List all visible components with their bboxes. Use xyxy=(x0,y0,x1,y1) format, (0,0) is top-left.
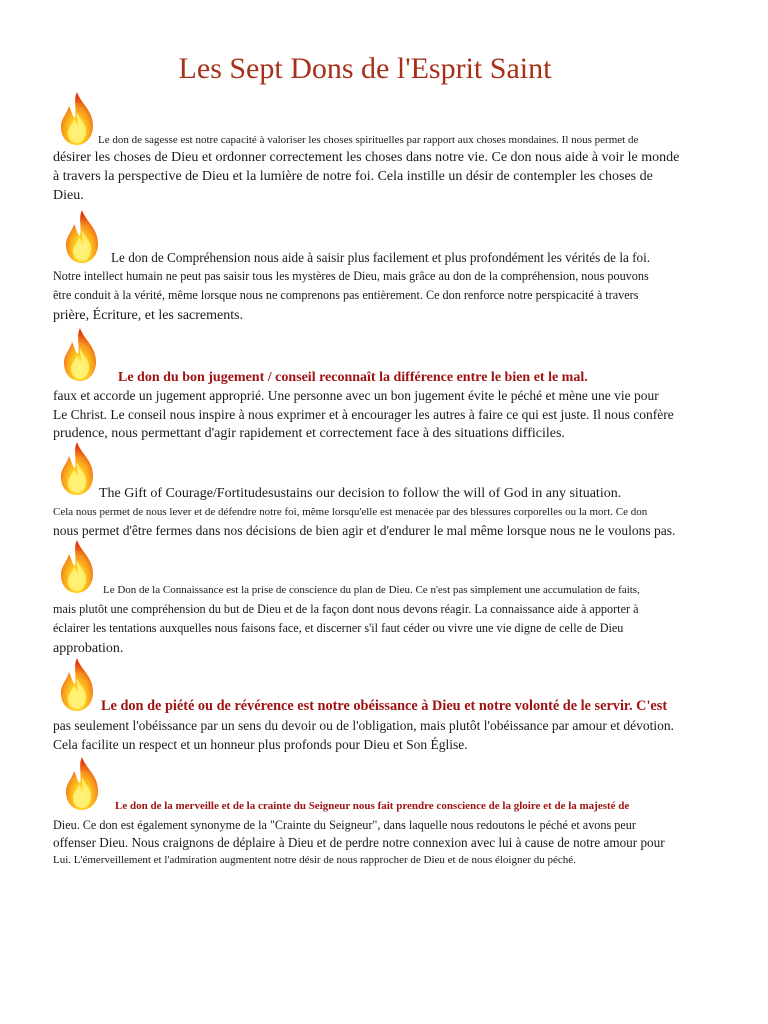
gift-line: mais plutôt une compréhension du but de Dieu et de la façon dont nous devons réagir. La connaissance aide à apporter à xyxy=(53,602,639,616)
gift-line: faux et accorde un jugement approprié. Une personne avec un bon jugement évite le péché et mène une vie pour xyxy=(53,388,659,403)
gift-line: désirer les choses de Dieu et ordonner correctement les choses dans notre vie. Ce don nous aide à voir le monde xyxy=(53,150,680,165)
gift-paragraph-counsel xyxy=(53,368,733,443)
gift-line: prière, Écriture, et les sacrements. xyxy=(53,308,244,323)
gift-line: pas seulement l'obéissance par un sens du devoir ou de l'obligation, mais plutôt l'obéissance par amour et dévotion. xyxy=(53,718,675,733)
gift-line: Lui. L'émerveillement et l'admiration augmentent notre désir de nous rapprocher de Dieu et de nous éloigner du péché. xyxy=(53,854,576,866)
gift-line: éclairer les tentations auxquelles nous faisons face, et discerner s'il faut céder ou vivre une vie digne de celle de Dieu xyxy=(53,621,624,635)
gift-paragraph-knowledge xyxy=(53,581,733,659)
gift-line: Le don de sagesse est notre capacité à valoriser les choses spirituelles par rapport aux choses mondaines. Il nous permet de xyxy=(98,134,639,146)
gift-paragraph-fortitude xyxy=(53,485,733,541)
gift-line: nous permet d'être fermes dans nos décisions de bien agir et d'endurer le mal même lorsque nous ne le voulons pas. xyxy=(53,523,676,538)
gift-paragraph-piety xyxy=(53,697,733,754)
gift-line: être conduit à la vérité, même lorsque nous ne comprenons pas entièrement. Ce don renforce notre perspicacité à travers xyxy=(53,288,639,302)
gift-paragraph-understanding xyxy=(53,248,733,326)
gift-line: offenser Dieu. Nous craignons de déplaire à Dieu et de perdre notre connexion avec lui à cause de notre amour pour xyxy=(53,835,665,850)
gift-line: Le Christ. Le conseil nous inspire à nous exprimer et à encourager les autres à faire ce qui est juste. Il nous confère xyxy=(53,407,674,422)
gift-line: prudence, nous permettant d'agir rapidement et correctement face à des situations difficiles. xyxy=(53,426,565,441)
gift-line: approbation. xyxy=(53,641,124,656)
page-title: Les Sept Dons de l'Esprit Saint xyxy=(178,52,552,85)
gift-paragraph-wisdom xyxy=(53,132,733,205)
gift-line: The Gift of Courage/Fortitudesustains our decision to follow the will of God in any situation. xyxy=(99,486,622,501)
gift-line: Dieu. Ce don est également synonyme de la "Crainte du Seigneur", dans laquelle nous redoutons le péché et avons peur xyxy=(53,818,636,832)
gift-line: Cela facilite un respect et un honneur plus profonds pour Dieu et Son Église. xyxy=(53,737,468,752)
gift-line: Le Don de la Connaissance est la prise de conscience du plan de Dieu. Ce n'est pas simplement une accumulation de faits, xyxy=(103,584,640,596)
gift-heading: Le don de la merveille et de la crainte du Seigneur nous fait prendre conscience de la gloire et de la majesté de xyxy=(115,800,630,812)
gift-heading: Le don de piété ou de révérence est notre obéissance à Dieu et notre volonté de le servir. C'est xyxy=(101,698,668,714)
gift-line: Notre intellect humain ne peut pas saisir tous les mystères de Dieu, mais grâce au don de la compréhension, nous pouvons xyxy=(53,269,649,283)
gift-line: à travers la perspective de Dieu et la lumière de notre foi. Cela instille un désir de contempler les choses de xyxy=(53,169,653,184)
gift-heading: Le don du bon jugement / conseil reconnaît la différence entre le bien et le mal. xyxy=(118,370,588,385)
gift-line: Cela nous permet de nous lever et de défendre notre foi, même lorsqu'elle est menacée par des blessures corporelles ou la mort. Ce don xyxy=(53,506,648,518)
gift-paragraph-fear-of-the-lord xyxy=(53,796,733,868)
gift-line: Dieu. xyxy=(53,188,84,203)
gift-line: Le don de Compréhension nous aide à saisir plus facilement et plus profondément les vérités de la foi. xyxy=(111,250,651,265)
